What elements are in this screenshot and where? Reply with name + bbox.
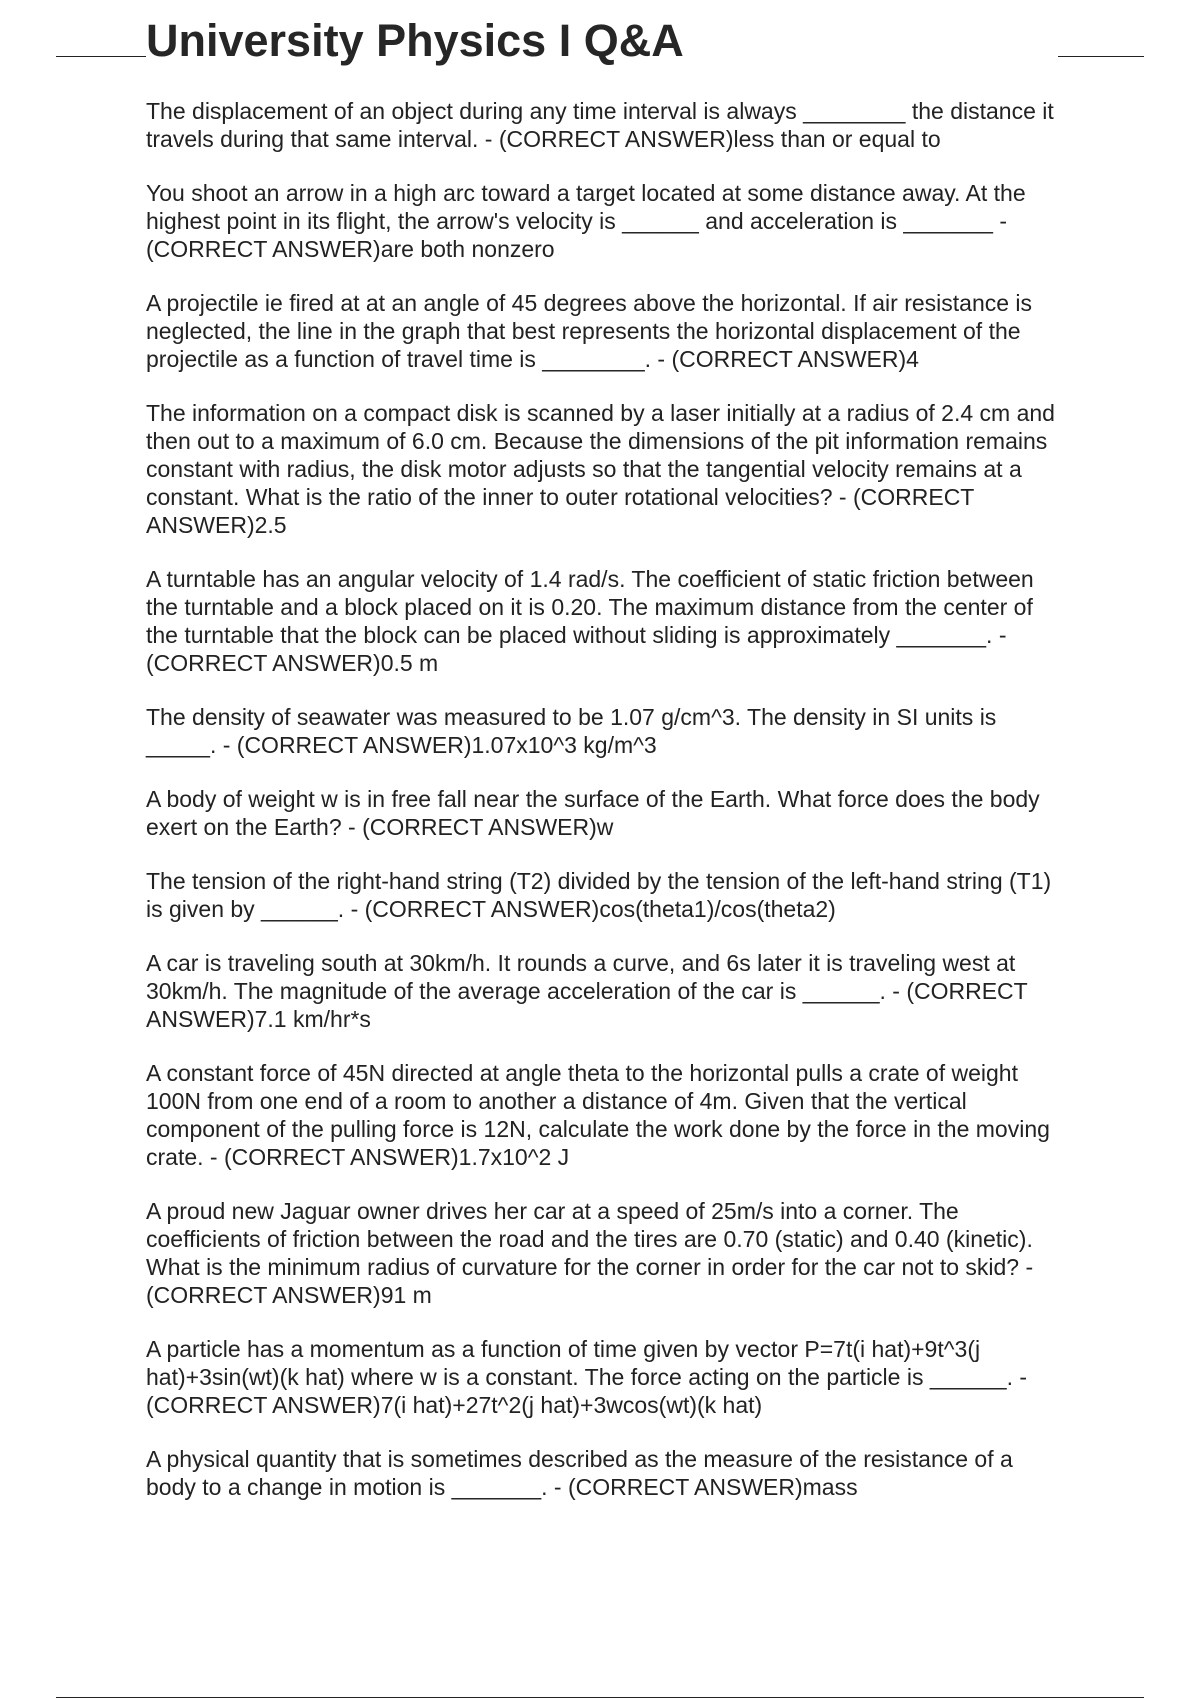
qa-item: A projectile ie fired at at an angle of 45 degrees above the horizontal. If air resistance is neglected, the line in the graph that best represents the horizontal displacement of the projectile as a function of travel time is ________. - (CORRECT ANSWER)4 xyxy=(146,290,1033,372)
header-rule-left xyxy=(56,56,146,57)
qa-item: You shoot an arrow in a high arc toward a target located at some distance away. At the highest point in its flight, the arrow's velocity is ______ and acceleration is _______ - (CORRECT ANSWER)are both nonzero xyxy=(146,180,1026,262)
qa-item: The tension of the right-hand string (T2) divided by the tension of the left-hand string (T1) is given by ______. - (CORRECT ANSWER)cos(theta1)/cos(theta2) xyxy=(146,868,1052,922)
qa-item: The density of seawater was measured to be 1.07 g/cm^3. The density in SI units is _____. - (CORRECT ANSWER)1.07x10^3 kg/m^3 xyxy=(146,704,997,758)
qa-item: A constant force of 45N directed at angle theta to the horizontal pulls a crate of weight 100N from one end of a room to another a distance of 4m. Given that the vertical component of the pulling force is 12N, calculate the work done by the force in the moving crate. - (CORRECT ANSWER)1.7x10^2 J xyxy=(146,1060,1050,1170)
qa-item: The displacement of an object during any time interval is always ________ the distance it travels during that same interval. - (CORRECT ANSWER)less than or equal to xyxy=(146,98,1054,152)
qa-item: A particle has a momentum as a function of time given by vector P=7t(i hat)+9t^3(j hat)+3sin(wt)(k hat) where w is a constant. The force acting on the particle is ______. - (CORRECT ANSWER)7(i hat)+27t^2(j hat)+3wcos(wt)(k hat) xyxy=(146,1336,1028,1418)
header-rule-right xyxy=(1058,56,1144,57)
qa-item: A physical quantity that is sometimes described as the measure of the resistance of a body to a change in motion is _______. - (CORRECT ANSWER)mass xyxy=(146,1446,1013,1500)
qa-list xyxy=(146,97,1066,1527)
qa-item: A car is traveling south at 30km/h. It rounds a curve, and 6s later it is traveling west at 30km/h. The magnitude of the average acceleration of the car is ______. - (CORRECT ANSWER)7.1 km/hr*s xyxy=(146,950,1028,1032)
page-title: University Physics I Q&A xyxy=(146,15,684,66)
qa-item: The information on a compact disk is scanned by a laser initially at a radius of 2.4 cm and then out to a maximum of 6.0 cm. Because the dimensions of the pit information remains constant with radius, the disk motor adjusts so that the tangential velocity remains at a constant. What is the ratio of the inner to outer rotational velocities? - (CORRECT ANSWER)2.5 xyxy=(146,400,1055,538)
qa-item: A turntable has an angular velocity of 1.4 rad/s. The coefficient of static friction between the turntable and a block placed on it is 0.20. The maximum distance from the center of the turntable that the block can be placed without sliding is approximately _______. - (CORRECT ANSWER)0.5 m xyxy=(146,566,1034,676)
qa-item: A body of weight w is in free fall near the surface of the Earth. What force does the body exert on the Earth? - (CORRECT ANSWER)w xyxy=(146,786,1040,840)
footer-rule xyxy=(56,1697,1144,1698)
qa-item: A proud new Jaguar owner drives her car at a speed of 25m/s into a corner. The coefficients of friction between the road and the tires are 0.70 (static) and 0.40 (kinetic). What is the minimum radius of curvature for the corner in order for the car not to skid? - (CORRECT ANSWER)91 m xyxy=(146,1198,1034,1308)
